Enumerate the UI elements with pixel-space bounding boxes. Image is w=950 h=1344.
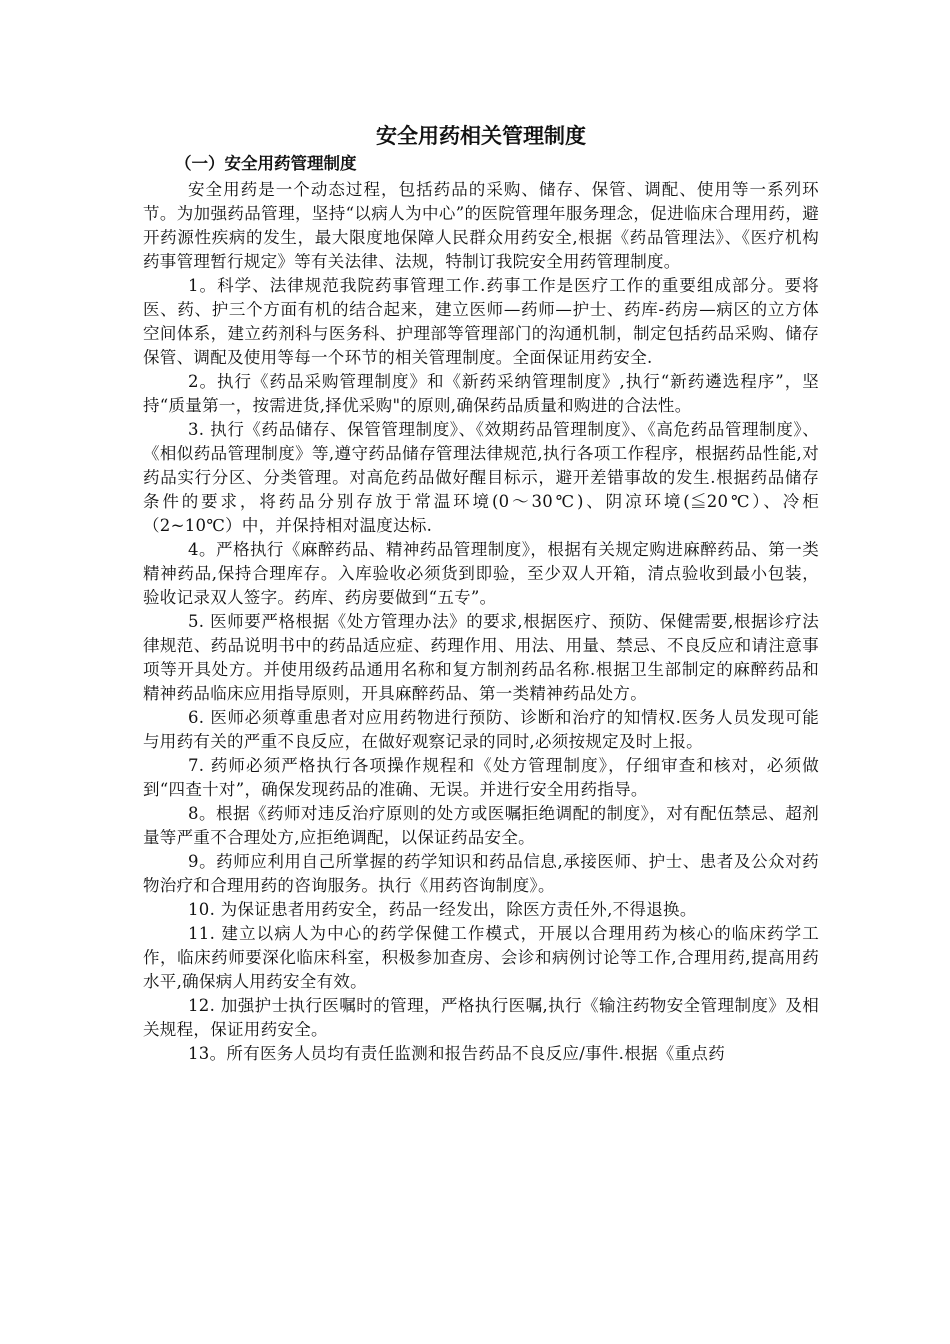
rule-paragraph-8: 8。根据《药师对违反治疗原则的处方或医嘱拒绝调配的制度》，对有配伍禁忌、超剂量等严重不合理处方,应拒绝调配，以保证药品安全。 bbox=[143, 804, 819, 847]
rule-paragraph-3: 3. 执行《药品储存、保管管理制度》、《效期药品管理制度》、《高危药品管理制度》、《相似药品管理制度》等,遵守药品储存管理法律规范,执行各项工作程序，根据药品性能,对药品实行分区、分类管理。对高危药品做好醒目标示，避开差错事故的发生.根据药品储存条件的要求，将药品分别存放于常温环境(0～30℃)、阴凉环境(≦20℃）、冷柜（2~10℃）中，并保持相对温度达标. bbox=[143, 420, 819, 535]
document-title: 安全用药相关管理制度 bbox=[376, 124, 586, 148]
section-heading: （一）安全用药管理制度 bbox=[175, 154, 357, 173]
rule-paragraph-5: 5. 医师要严格根据《处方管理办法》的要求,根据医疗、预防、保健需要,根据诊疗法律规范、药品说明书中的药品适应症、药理作用、用法、用量、禁忌、不良反应和请注意事项等开具处方。并使用级药品通用名称和复方制剂药品名称.根据卫生部制定的麻醉药品和精神药品临床应用指导原则，开具麻醉药品、第一类精神药品处方。 bbox=[143, 612, 819, 703]
rule-paragraph-11: 11. 建立以病人为中心的药学保健工作模式，开展以合理用药为核心的临床药学工作，临床药师要深化临床科室，积极参加查房、会诊和病例讨论等工作,合理用药,提高用药水平,确保病人用药安全有效。 bbox=[143, 924, 819, 991]
document-page bbox=[143, 120, 819, 1066]
intro-paragraph: 安全用药是一个动态过程，包括药品的采购、储存、保管、调配、使用等一系列环节。为加强药品管理，坚持“以病人为中心”的医院管理年服务理念，促进临床合理用药，避开药源性疾病的发生，最大限度地保障人民群众用药安全,根据《药品管理法》、《医疗机构药事管理暂行规定》等有关法律、法规，特制订我院安全用药管理制度。 bbox=[143, 180, 819, 271]
rule-paragraph-4: 4。严格执行《麻醉药品、精神药品管理制度》，根据有关规定购进麻醉药品、第一类精神药品,保持合理库存。入库验收必须货到即验，至少双人开箱，清点验收到最小包装，验收记录双人签字。药库、药房要做到“五专”。 bbox=[143, 540, 819, 607]
rule-paragraph-2: 2。执行《药品采购管理制度》和《新药采纳管理制度》,执行“新药遴选程序”，坚持“质量第一，按需进货,择优采购"的原则,确保药品质量和购进的合法性。 bbox=[143, 372, 819, 415]
rule-paragraph-7: 7. 药师必须严格执行各项操作规程和《处方管理制度》，仔细审查和核对，必须做到“四查十对”，确保发现药品的准确、无误。并进行安全用药指导。 bbox=[143, 756, 819, 799]
rule-paragraph-10: 10. 为保证患者用药安全，药品一经发出，除医方责任外,不得退换。 bbox=[188, 900, 697, 919]
rule-paragraph-6: 6. 医师必须尊重患者对应用药物进行预防、诊断和治疗的知情权.医务人员发现可能与用药有关的严重不良反应，在做好观察记录的同时,必须按规定及时上报。 bbox=[143, 708, 819, 751]
rule-paragraph-12: 12. 加强护士执行医嘱时的管理，严格执行医嘱,执行《输注药物安全管理制度》及相关规程，保证用药安全。 bbox=[143, 996, 819, 1039]
rule-paragraph-9: 9。药师应利用自己所掌握的药学知识和药品信息,承接医师、护士、患者及公众对药物治疗和合理用药的咨询服务。执行《用药咨询制度》。 bbox=[143, 852, 819, 895]
rule-paragraph-13: 13。所有医务人员均有责任监测和报告药品不良反应/事件.根据《重点药 bbox=[188, 1044, 725, 1063]
rule-paragraph-1: 1。科学、法律规范我院药事管理工作.药事工作是医疗工作的重要组成部分。要将医、药、护三个方面有机的结合起来，建立医师—药师—护士、药库-药房—病区的立方体空间体系，建立药剂科与医务科、护理部等管理部门的沟通机制，制定包括药品采购、储存保管、调配及使用等每一个环节的相关管理制度。全面保证用药安全. bbox=[143, 276, 819, 367]
